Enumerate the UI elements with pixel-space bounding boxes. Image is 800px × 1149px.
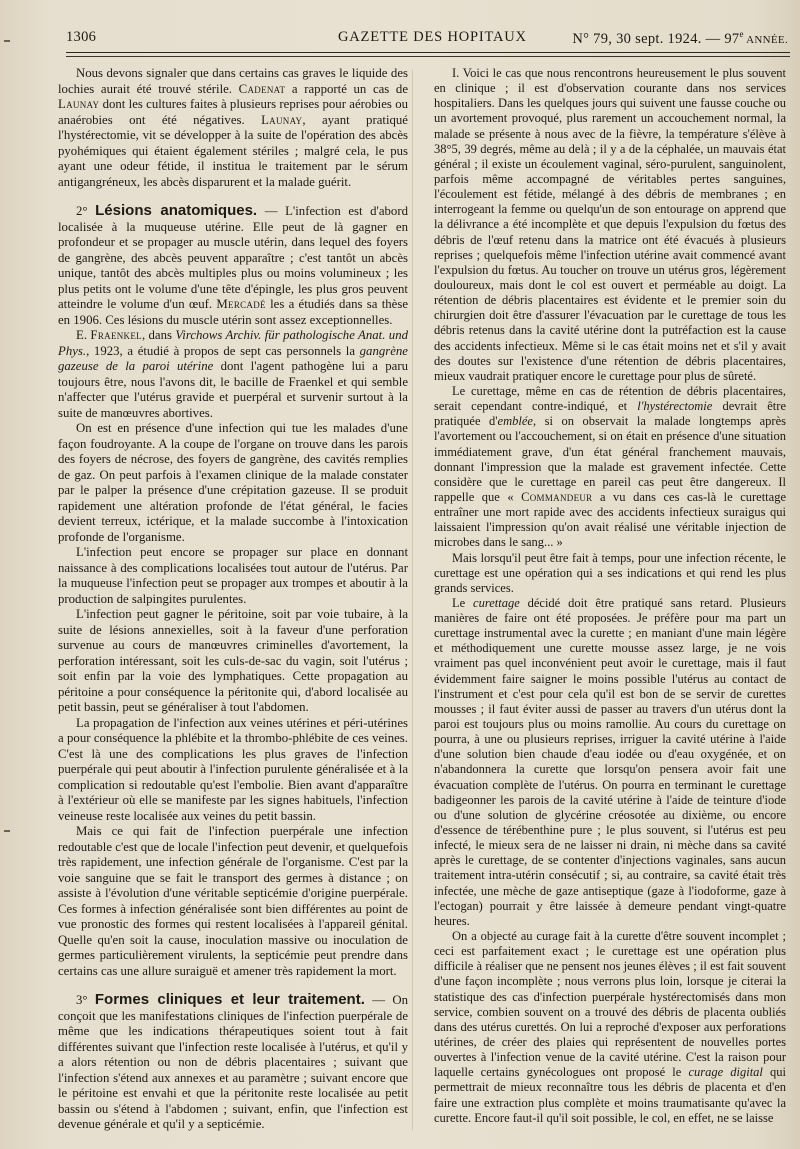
text-run: décidé doit être pratiqué sans retard. Plusieurs manières de faire ont été proposées. Je préfère pour ma part un curettage instrumental avec la curette ; en maniant d'une main légère et méthodiquement une curette mousse assez large, je ne vois vraiment pas quel inconvénient peut avoir le curettage, mais il faut évidemment faire saigner le moins possible l'utérus au contact de l'instrument et c'est pour cela qu'il est bon de se servir de curettes mousses ; il faut éviter aussi de passer au travers d'un utérus dont la paroi est toujours plus ou moins ramollie. Au cours du curettage on pourra, à une ou plusieurs reprises, irriguer la cavité utérine à l'aide d'une solution bien chaude d'eau iodée ou d'eau oxygénée, et on n'abandonnera la curette que lorsqu'on pensera avoir fait une évacuation complète de l'utérus. On pourra en terminant le curettage badigeonner les parois de la cavité utérine à l'aide de teinture d'iode ou d'une solution de glycérine créosotée au dixième, ou encore d'essence de térébenthine pure ; le plus souvent, si l'utérus est peu infecté, le mieux sera de ne laisser ni drain, ni mèche dans sa cavité après le curettage, de se contenter d'injections vaginales, sans aucun traitement intra-utérin consécutif ; si, au contraire, sa cavité était très infectée, une mèche de gaze antiseptique (gaze à l'iodoforme, gaze à l'ectogan) pourrait y être laissée à demeure pendant vingt-quatre heures. [434, 595, 787, 928]
author-name: Mercadé [216, 297, 266, 311]
paragraph: L'infection peut gagner le péritoine, soit par voie tubaire, à la suite de lésions annexielles, soit à la faveur d'une perforation survenue au cours de manœuvres criminelles d'avortement, la perforation intéressant, soit les culs-de-sac du vagin, soit l'utérus ; soit enfin par la voie des lymphatiques. Cette propagation au péritoine a pour conséquence la péritonite qui, d'abord localisée au petit bassin, peut se généraliser à tout l'abdomen. [58, 607, 408, 714]
column-divider [412, 70, 413, 1130]
text-run: a rapporté un cas de [285, 81, 408, 96]
author-name: Launay [58, 97, 100, 111]
text-run: , dans [141, 328, 176, 342]
text-run: — On conçoit que les manifestations cliniques de l'infection puerpérale de même que les indications thérapeutiques soient tout à fait différentes suivant que l'infection reste localisée à l'utérus, et qu'il y a alors rétention ou non de débris placentaires ; suivant que l'infection s'étend aux annexes et au paramètre ; suivant encore que le péritoine est envahi et que la péritonite reste localisée au petit bassin ou s'étend à l'abdomen ; suivant, enfin, que l'infection est devenue générale et qu'il y a septicémie. [58, 993, 409, 1131]
text-run: Le curettage, même en cas de rétention de débris placentaires, serait cependant contre-indiqué, et [434, 383, 786, 414]
text-run: dont les cultures faites à plusieurs reprises pour aérobies ou anaérobies ont été négatives. [58, 97, 408, 127]
paragraph: L'infection peut encore se propager sur place en donnant naissance à des complications localisées tout autour de l'utérus. Par la muqueuse l'infection peut se propager aux trompes et aboutir à la production de salpingites purulentes. [58, 545, 408, 606]
text-run: — L'infection est d'abord localisée à la muqueuse utérine. Elle peut de là gagner en profondeur et se propager au muscle utérin, dans lequel des foyers de gangrène, des abcès peuvent apparaître ; c'est tantôt un abcès unique, tantôt des abcès multiples plus ou moins volumineux ; les plus petits ont le volume d'une tête d'épingle, les plus gros peuvent atteindre le volume d'un œuf. [58, 204, 408, 311]
italic-term: emblée [497, 414, 533, 429]
binding-mark [4, 40, 10, 42]
page-header [66, 27, 788, 49]
issue-ordinal: e [739, 29, 744, 39]
italic-term: curettage [473, 595, 520, 610]
text-run: , si on observait la malade longtemps après l'avortement ou l'accouchement, si on était en présence d'une situation immédiatement grave, d'un état général franchement mauvais, donnant l'impression que la malade est gravement infectée. Cette considère que le curettage en pareil cas peut être dangereux. Il rappelle que « [434, 414, 786, 504]
paragraph: I. Voici le cas que nous rencontrons heureusement le plus souvent en clinique ; il est d'observation courante dans nos services hospitaliers. Dans les quelques jours qui suivent une fausse couche ou un avortement provoqué, plus rarement un accouchement normal, la malade se présente à nous avec de la fièvre, la température s'élève à 38°5, 39 degrés, même au delà ; il y a de la céphalée, un mauvais état général ; il existe un écoulement vaginal, séro-purulent, sanguinolent, parfois même accompagné de véritables pertes sanguines, l'écoulement est fétide, mélangé à des débris de membranes ; en interrogeant la femme ou quelqu'un de son entourage on apprend que la délivrance a été incomplète et que depuis l'expulsion du fœtus des débris de l'œuf retenu dans la matrice ont été évacués à plusieurs reprises ; quelquefois même l'infection utérine avait commencé avant l'expulsion du fœtus. Au toucher on trouve un utérus gros, légèrement douloureux, mais dont le col est ouvert et perméable au doigt. La rétention de débris placentaires est évidente et le premier soin du chirurgien doit être d'assurer l'évacuation par le curettage de tous les débris retenus dans la cavité utérine dont la putréfaction est la cause des accidents infectieux. Même si le cas était moins net et s'il y avait des doutes sur l'existence d'une rétention de débris placentaires, mieux vaudrait pratiquer encore le curettage pour plus de sûreté. [434, 66, 786, 383]
author-name: Launay [261, 112, 303, 127]
section-number: 3° [76, 993, 95, 1007]
text-run: Nous devons signaler que dans certains cas graves le liquide des lochies aurait été trouvé stérile. [58, 66, 408, 96]
italic-term: l'hystérectomie [637, 399, 713, 414]
author-name: Cadenat [238, 81, 286, 96]
journal-citation: Virchows Archiv. für pathologische Anat. und Phys. [58, 328, 408, 358]
text-run: devrait être pratiquée d' [434, 399, 786, 429]
issue-number-date: N° 79, 30 sept. 1924. — 97 [572, 30, 740, 47]
paragraph [434, 929, 786, 1126]
paragraph [434, 384, 786, 551]
section-paragraph [58, 203, 408, 328]
page-number: 1306 [66, 29, 97, 45]
italic-term: curage digital [688, 1065, 763, 1080]
section-number: 2° [76, 204, 96, 218]
text-run: , ayant pratiqué l'hystérectomie, vit se développer à la suite de l'opération des abcès pyohémiques qui étaient également stériles ; malgré cela, le pus ayant une odeur fétide, il institua le traitement par le sérum antigangréneux, les abcès disparurent et la malade guérit. [58, 112, 408, 189]
author-name: Commandeur [521, 489, 593, 504]
italic-term: gangrène gazeuse de la paroi utérine [58, 343, 408, 373]
header-rule-thin [66, 56, 790, 57]
paragraph: Mais ce qui fait de l'infection puerpérale une infection redoutable c'est que de locale l'infection peut devenir, et quelquefois très rapidement, une infection générale de l'organisme. C'est par la voie sanguine que se fait le transport des germes à distance ; on assiste à l'évolution d'une véritable septicémie d'origine puerpérale. Ces formes à infection généralisée sont bien différentes au point de vue pronostic des formes qui restent localisées à l'appareil génital. Quelle qu'en soit la cause, inoculation massive ou inoculation de germes particulièrement virulents, la septicémie peut prendre dans certains cas une allure suraiguë et amener très rapidement la mort. [58, 824, 408, 978]
text-run: les a étudiés dans sa thèse en 1906. Ces lésions du muscle utérin sont assez exceptionnelles. [58, 297, 409, 327]
section-paragraph [58, 992, 408, 1133]
text-run: E. [76, 328, 91, 342]
text-run: qui permettrait de mieux reconnaître tous les débris de placenta et d'en faire une extraction plus complète et moins traumatisante qu'avec la curette. Encore faut-il qu'il soit possible, le col, en effet, ne se laisse [434, 1065, 786, 1125]
left-column [58, 66, 408, 1133]
text-run: dont l'agent pathogène lui a paru toujours être, nous l'avons dit, le bacille de Fraenkel et qui semble n'affecter que l'utérus gravide et puerpéral et survenir surtout à la suite de manœuvres abortives. [58, 359, 408, 420]
section-heading: Formes cliniques et leur traitement. [94, 991, 365, 1008]
paragraph: Mais lorsqu'il peut être fait à temps, pour une infection récente, le curettage est une opération qui a ses indications et qui rend les plus grands services. [434, 550, 786, 595]
section-heading: Lésions anatomiques. [95, 202, 258, 219]
text-run: Le [452, 595, 474, 610]
journal-title: GAZETTE DES HOPITAUX [338, 29, 527, 45]
text-run: , 1923, a étudié à propos de sept cas personnels la [86, 343, 360, 358]
issue-info [572, 29, 788, 48]
text-run: a vu dans ces cas-là le curettage entraîner une mort rapide avec des accidents infectieux suraigus qui laissaient l'impression qu'on avait réalisé une véritable injection de microbes dans le sang... » [434, 489, 786, 550]
paragraph: La propagation de l'infection aux veines utérines et péri-utérines a pour conséquence la phlébite et la thrombo-phlébite de ces veines. C'est là une des complications les plus graves de l'infection puerpérale qui peut aboutir à l'infection purulente généralisée et à la complication si redoutable qu'est l'embolie. Bien avant d'apparaître à l'extérieur où elle se manifeste par les signes habituels, l'infection veineuse reste localisée aux veines du petit bassin. [58, 715, 408, 823]
binding-mark [4, 830, 10, 832]
paragraph: On est en présence d'une infection qui tue les malades d'une façon foudroyante. A la coupe de l'organe on trouve dans les parois des foyers de nécrose, des foyers de gangrène, des cavités remplies de gaz. On peut parfois à l'examen clinique de la malade constater par le palper la présence d'une crépitation gazeuse. Il se produit rapidement une altération profonde de l'état général, le facies devient terreux, ictérique, et la malade succombe à l'intoxication profonde de l'organisme. [58, 421, 408, 544]
text-run: On a objecté au curage fait à la curette d'être souvent incomplet ; ceci est parfaitement exact ; le curettage est une opération plus difficile à réaliser que ne pensent nos jeunes élèves ; il est fait souvent d'une façon incomplète ; nous verrons plus loin, lorsque je citerai la statistique des cas d'infection puerpérale hystérectomisés dans mon service, combien souvent on a trouvé des débris de placenta oubliés dans des utérus curettés. On lui a reproché d'exposer aux perforations utérines, de créer des plaies qui représentent de nouvelles portes ouvertes à l'infection venue de la cavité utérine. C'est la raison pour laquelle certains gynécologues ont proposé le [434, 929, 786, 1080]
header-rule-thick [66, 52, 790, 53]
right-column [434, 66, 786, 1126]
issue-year-label: ANNÉE. [743, 33, 788, 46]
paragraph [58, 328, 408, 421]
paragraph [58, 66, 408, 190]
author-name: Fraenkel [90, 328, 142, 342]
paragraph [434, 596, 786, 929]
